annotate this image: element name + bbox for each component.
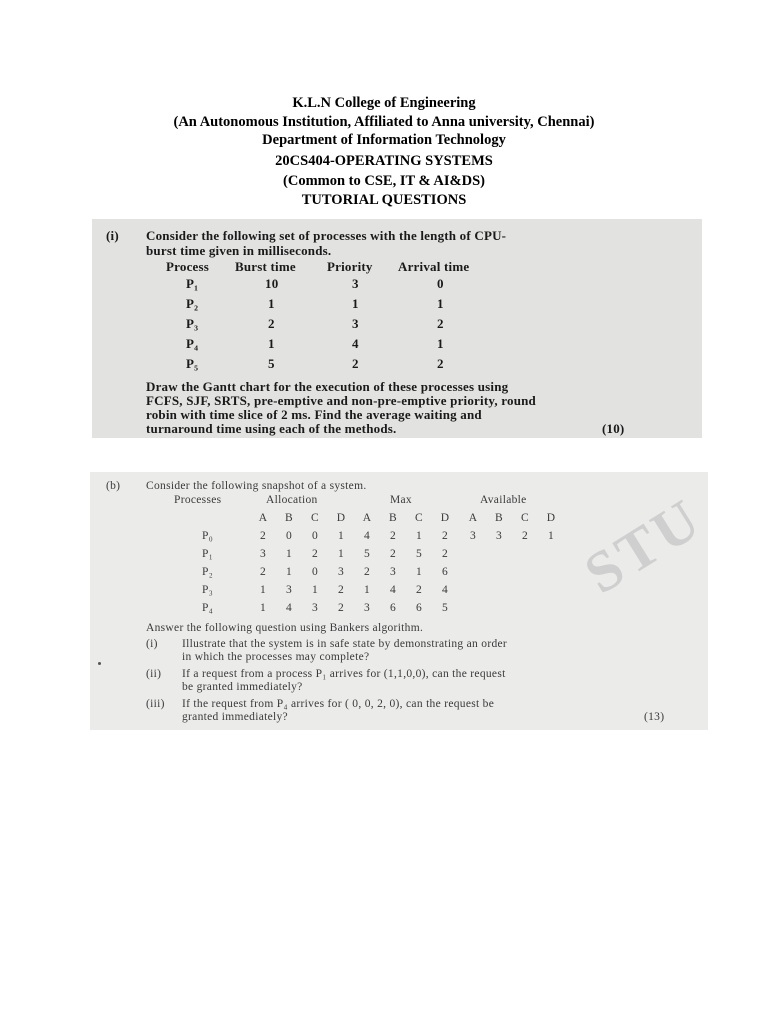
value-cell: 4 [389, 584, 397, 596]
burst-time-cell: 5 [268, 356, 275, 371]
col-letter: D [336, 512, 346, 524]
sub-question-text-line1: If a request from a process P₁ arrives for (1,1,0,0), can the request [182, 668, 506, 680]
value-cell: 3 [285, 584, 293, 596]
value-cell: 1 [337, 548, 345, 560]
table-header-priority: Priority [327, 259, 373, 274]
scan-speck [98, 662, 101, 665]
table-header-arrival-time: Arrival time [398, 259, 470, 274]
question-2-intro: Consider the following snapshot of a system. [146, 480, 367, 492]
sub-question-text-line2: be granted immediately? [182, 681, 303, 693]
col-letter: A [258, 512, 268, 524]
process-cell: P₄ [202, 602, 214, 614]
group-header-allocation: Allocation [266, 494, 318, 506]
value-cell: 2 [521, 530, 529, 542]
col-letter: A [362, 512, 372, 524]
sub-question-text-line1: Illustrate that the system is in safe state by demonstrating an order [182, 638, 508, 650]
value-cell: 3 [495, 530, 503, 542]
watermark-stamp: STU [573, 484, 714, 607]
value-cell: 6 [415, 602, 423, 614]
arrival-time-cell: 2 [437, 356, 444, 371]
value-cell: 0 [311, 566, 319, 578]
sub-question-text-line2: granted immediately? [182, 711, 288, 723]
document-header [0, 94, 768, 209]
arrival-time-cell: 0 [437, 276, 444, 291]
college-name: K.L.N College of Engineering [292, 95, 476, 111]
question-1-task-line2: FCFS, SJF, SRTS, pre-emptive and non-pre-emptive priority, round [146, 393, 536, 408]
table-header-burst-time: Burst time [235, 259, 296, 274]
value-cell: 2 [441, 530, 449, 542]
col-letter: A [468, 512, 478, 524]
arrival-time-cell: 2 [437, 316, 444, 331]
process-cell: P₅ [186, 356, 199, 371]
value-cell: 1 [285, 548, 293, 560]
process-cell: P₂ [186, 296, 199, 311]
course-common-note: (Common to CSE, IT & AI&DS) [283, 173, 485, 189]
burst-time-cell: 2 [268, 316, 275, 331]
col-letter: D [546, 512, 556, 524]
sub-question-text-line2: in which the processes may complete? [182, 651, 370, 663]
sub-question-text-line1: If the request from P₄ arrives for ( 0, 0, 2, 0), can the request be [182, 698, 495, 710]
group-header-max: Max [390, 494, 412, 506]
value-cell: 1 [337, 530, 345, 542]
process-cell: P₄ [186, 336, 199, 351]
value-cell: 4 [363, 530, 371, 542]
question-1-task-line1: Draw the Gantt chart for the execution of these processes using [146, 379, 509, 394]
course-title: 20CS404-OPERATING SYSTEMS [275, 152, 493, 169]
value-cell: 6 [441, 566, 449, 578]
group-header-processes: Processes [174, 494, 222, 506]
value-cell: 4 [441, 584, 449, 596]
value-cell: 3 [311, 602, 319, 614]
value-cell: 6 [389, 602, 397, 614]
priority-cell: 3 [352, 276, 359, 291]
col-letter: B [389, 512, 397, 524]
value-cell: 1 [415, 530, 423, 542]
value-cell: 2 [337, 584, 345, 596]
answer-intro: Answer the following question using Bankers algorithm. [146, 622, 424, 634]
process-cell: P₃ [202, 584, 214, 596]
institution-affiliation: (An Autonomous Institution, Affiliated to Anna university, Chennai) [173, 113, 595, 130]
sub-question-number: (iii) [146, 698, 165, 710]
value-cell: 5 [415, 548, 423, 560]
process-cell: P₁ [186, 276, 199, 291]
arrival-time-cell: 1 [437, 296, 444, 311]
question-2-marks: (13) [644, 711, 665, 723]
value-cell: 3 [469, 530, 477, 542]
value-cell: 4 [285, 602, 293, 614]
value-cell: 3 [389, 566, 397, 578]
col-letter: D [440, 512, 450, 524]
col-letter: C [521, 512, 529, 524]
priority-cell: 1 [352, 296, 359, 311]
col-letter: C [415, 512, 423, 524]
value-cell: 1 [259, 584, 267, 596]
question-1-number: (i) [106, 228, 119, 243]
value-cell: 1 [547, 530, 555, 542]
question-1-intro-line1: Consider the following set of processes with the length of CPU- [146, 228, 507, 243]
value-cell: 1 [259, 602, 267, 614]
question-2-scan [90, 472, 714, 730]
question-1-task-line4: turnaround time using each of the methods. [146, 421, 397, 436]
value-cell: 2 [259, 566, 267, 578]
value-cell: 1 [311, 584, 319, 596]
burst-time-cell: 1 [268, 296, 275, 311]
value-cell: 5 [441, 602, 449, 614]
group-header-available: Available [480, 494, 527, 506]
process-cell: P₀ [202, 530, 214, 542]
value-cell: 2 [389, 548, 397, 560]
col-letter: B [285, 512, 293, 524]
value-cell: 2 [389, 530, 397, 542]
value-cell: 3 [259, 548, 267, 560]
process-cell: P₂ [202, 566, 214, 578]
priority-cell: 4 [352, 336, 359, 351]
department-name: Department of Information Technology [262, 132, 506, 148]
process-cell: P₃ [186, 316, 199, 331]
value-cell: 2 [259, 530, 267, 542]
value-cell: 2 [311, 548, 319, 560]
col-letter: B [495, 512, 503, 524]
value-cell: 2 [363, 566, 371, 578]
process-cell: P₁ [202, 548, 214, 560]
value-cell: 1 [415, 566, 423, 578]
burst-time-cell: 10 [265, 276, 279, 291]
arrival-time-cell: 1 [437, 336, 444, 351]
sub-question-number: (i) [146, 638, 158, 650]
value-cell: 2 [441, 548, 449, 560]
priority-cell: 2 [352, 356, 359, 371]
question-1-intro-line2: burst time given in milliseconds. [146, 243, 332, 258]
value-cell: 3 [363, 602, 371, 614]
document-title: TUTORIAL QUESTIONS [301, 191, 467, 208]
value-cell: 2 [337, 602, 345, 614]
priority-cell: 3 [352, 316, 359, 331]
question-1-task-line3: robin with time slice of 2 ms. Find the average waiting and [146, 407, 482, 422]
value-cell: 2 [415, 584, 423, 596]
value-cell: 1 [285, 566, 293, 578]
table-header-process: Process [166, 259, 210, 274]
value-cell: 5 [363, 548, 371, 560]
question-1-scan [92, 219, 702, 438]
question-2-number: (b) [106, 480, 121, 492]
col-letter: C [311, 512, 319, 524]
value-cell: 0 [285, 530, 293, 542]
question-1-marks: (10) [602, 421, 625, 436]
value-cell: 3 [337, 566, 345, 578]
sub-question-number: (ii) [146, 668, 162, 680]
burst-time-cell: 1 [268, 336, 275, 351]
value-cell: 1 [363, 584, 371, 596]
value-cell: 0 [311, 530, 319, 542]
